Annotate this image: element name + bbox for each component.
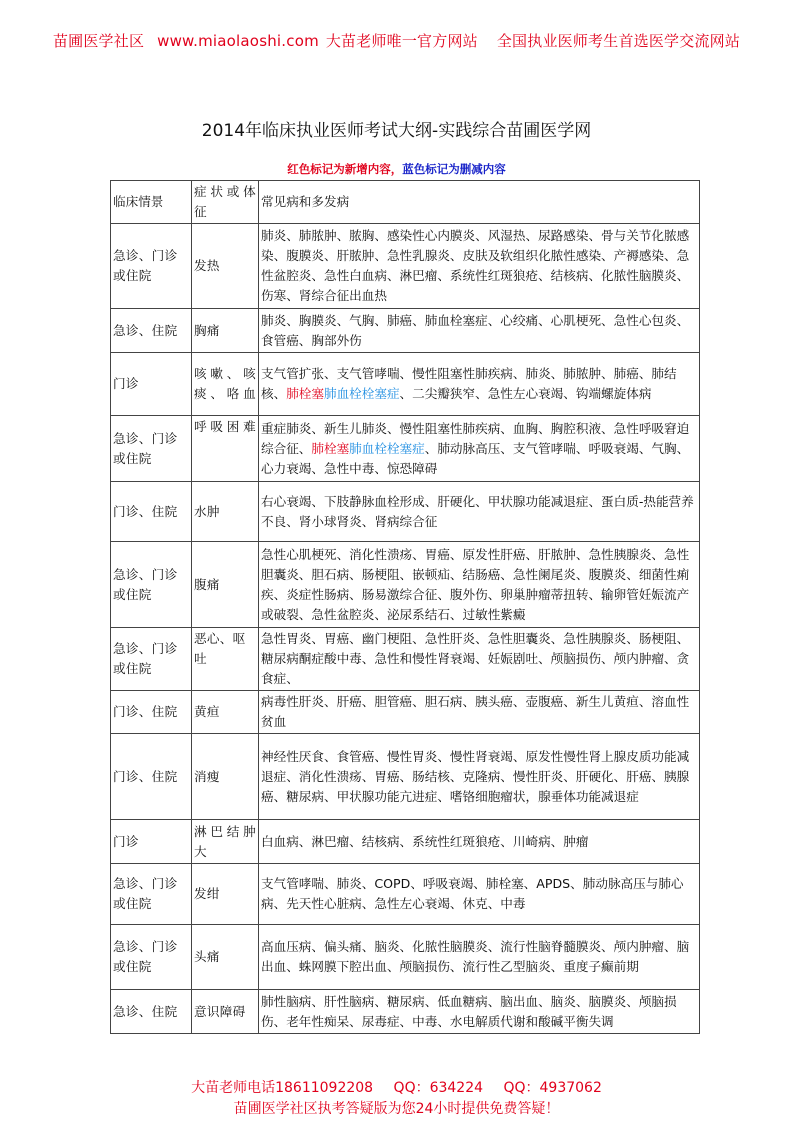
added-disease: 肺栓塞 xyxy=(286,386,324,401)
diseases-text: 支气管扩张、支气管哮喘、慢性阻塞性肺疾病、肺炎、肺脓肿、肺癌、肺结核、 xyxy=(261,366,677,401)
row-scene: 急诊、住院 xyxy=(111,990,192,1034)
banner-url-link[interactable]: www.miaolaoshi.com xyxy=(157,32,319,50)
row-diseases: 急性胃炎、胃癌、幽门梗阻、急性肝炎、急性胆囊炎、急性胰腺炎、肠梗阻、糖尿病酮症酸中毒、急性和慢性肾衰竭、妊娠剧吐、颅脑损伤、颅内肿瘤、贪食症、 xyxy=(259,628,700,691)
row-symptom: 恶心、呕吐 xyxy=(192,628,259,691)
diseases-text: 、二尖瓣狭窄、急性左心衰竭、钩端螺旋体病 xyxy=(399,386,652,401)
document-title: 2014年临床执业医师考试大纲-实践综合苗圃医学网 xyxy=(201,121,592,141)
header-scene: 临床情景 xyxy=(111,181,192,224)
footer-qq-2: QQ：4937062 xyxy=(503,1080,602,1096)
row-diseases: 肺炎、肺脓肿、脓胸、感染性心内膜炎、风湿热、尿路感染、骨与关节化脓感染、腹膜炎、肝脓肿、急性乳腺炎、皮肤及软组织化脓性感染、产褥感染、急性盆腔炎、急性白血病、淋巴瘤、系统性红斑狼疮、结核病、化脓性脑膜炎、伤寒、肾综合征出血热 xyxy=(259,224,700,309)
table-row xyxy=(111,542,700,628)
table-row xyxy=(111,224,700,309)
row-symptom: 头痛 xyxy=(192,925,259,990)
footer-contact xyxy=(0,1077,793,1097)
row-diseases: 肺炎、胸膜炎、气胸、肺癌、肺血栓塞症、心绞痛、心肌梗死、急性心包炎、食管癌、胸部外伤 xyxy=(259,309,700,353)
row-scene: 门诊、住院 xyxy=(111,691,192,734)
banner-site-name: 苗圃医学社区 xyxy=(52,32,145,50)
removed-disease: 肺血栓栓塞症 xyxy=(323,386,400,401)
footer-phone: 大苗老师电话18611092208 xyxy=(191,1080,374,1096)
row-diseases: 右心衰竭、下肢静脉血栓形成、肝硬化、甲状腺功能减退症、蛋白质-热能营养不良、肾小球肾炎、肾病综合征 xyxy=(259,482,700,542)
table-row xyxy=(111,309,700,353)
row-scene: 急诊、门诊或住院 xyxy=(111,224,192,309)
table-row xyxy=(111,416,700,482)
table-row xyxy=(111,864,700,925)
row-diseases: 神经性厌食、食管癌、慢性胃炎、慢性肾衰竭、原发性慢性肾上腺皮质功能减退症、消化性溃疡、胃癌、肠结核、克隆病、慢性肝炎、肝硬化、肝癌、胰腺癌、糖尿病、甲状腺功能亢进症、嗜铬细胞瘤状，腺垂体功能减退症 xyxy=(259,734,700,820)
banner-slogan: 全国执业医师考生首选医学交流网站 xyxy=(496,32,741,50)
row-scene: 急诊、住院 xyxy=(111,309,192,353)
legend-added-note: 红色标记为新增内容， xyxy=(287,162,403,176)
footer-service-note: 苗圃医学社区执考答疑版为您24小时提供免费答疑！ xyxy=(233,1101,560,1117)
row-diseases: 高血压病、偏头痛、脑炎、化脓性脑膜炎、流行性脑脊髓膜炎、颅内肿瘤、脑出血、蛛网膜下腔出血、颅脑损伤、流行性乙型脑炎、重度子癫前期 xyxy=(259,925,700,990)
row-scene: 门诊 xyxy=(111,353,192,416)
footer-qq-1: QQ：634224 xyxy=(393,1080,484,1096)
syllabus-table xyxy=(110,180,700,1034)
table-row xyxy=(111,820,700,864)
row-symptom: 咳嗽、咳痰、咯血 xyxy=(192,353,259,416)
row-scene: 门诊、住院 xyxy=(111,482,192,542)
table-row xyxy=(111,628,700,691)
row-diseases xyxy=(259,416,700,482)
banner-official-text: 大苗老师唯一官方网站 xyxy=(325,32,478,50)
header-diseases: 常见病和多发病 xyxy=(259,181,700,224)
removed-disease: 肺血栓栓塞症 xyxy=(349,440,425,456)
row-scene: 门诊 xyxy=(111,820,192,864)
row-symptom: 胸痛 xyxy=(192,309,259,353)
added-disease: 肺栓塞 xyxy=(311,440,350,456)
row-scene: 门诊、住院 xyxy=(111,734,192,820)
row-symptom: 发绀 xyxy=(192,864,259,925)
diseases-text: 重症肺炎、新生儿肺炎、慢性阻塞性肺疾病、血胸、胸腔积液、急性呼吸窘迫综合征、 xyxy=(261,420,690,456)
table-row xyxy=(111,691,700,734)
row-scene: 急诊、门诊或住院 xyxy=(111,542,192,628)
row-diseases: 肺性脑病、肝性脑病、糖尿病、低血糖病、脑出血、脑炎、脑膜炎、颅脑损伤、老年性痴呆、尿毒症、中毒、水电解质代谢和酸碱平衡失调 xyxy=(259,990,700,1034)
row-diseases: 支气管哮喘、肺炎、COPD、呼吸衰竭、肺栓塞、APDS、肺动脉高压与肺心病、先天性心脏病、急性左心衰竭、休克、中毒 xyxy=(259,864,700,925)
top-banner xyxy=(0,30,793,51)
table-row xyxy=(111,734,700,820)
row-symptom: 黄疸 xyxy=(192,691,259,734)
color-legend xyxy=(0,161,793,177)
table-row xyxy=(111,990,700,1034)
table-row xyxy=(111,482,700,542)
row-symptom: 淋巴结肿大 xyxy=(192,820,259,864)
row-diseases: 白血病、淋巴瘤、结核病、系统性红斑狼疮、川崎病、肿瘤 xyxy=(259,820,700,864)
row-symptom: 腹痛 xyxy=(192,542,259,628)
row-symptom: 呼吸困难 xyxy=(192,416,259,482)
row-symptom: 意识障碍 xyxy=(192,990,259,1034)
row-scene: 急诊、门诊或住院 xyxy=(111,628,192,691)
row-scene: 急诊、门诊或住院 xyxy=(111,416,192,482)
row-symptom: 水肿 xyxy=(192,482,259,542)
row-diseases: 急性心肌梗死、消化性溃疡、胃癌、原发性肝癌、肝脓肿、急性胰腺炎、急性胆囊炎、胆石病、肠梗阻、嵌顿疝、结肠癌、急性阑尾炎、腹膜炎、细菌性痢疾、炎症性肠病、肠易激综合征、腹外伤、卵巢肿瘤蒂扭转、输卵管妊娠流产或破裂、急性盆腔炎、泌尿系结石、过敏性紫癜 xyxy=(259,542,700,628)
row-symptom: 发热 xyxy=(192,224,259,309)
table-header-row xyxy=(111,181,700,224)
row-symptom: 消瘦 xyxy=(192,734,259,820)
legend-removed-note: 蓝色标记为删减内容 xyxy=(402,162,506,176)
header-symptom: 症状或体征 xyxy=(192,181,259,224)
row-diseases: 病毒性肝炎、肝癌、胆管癌、胆石病、胰头癌、壶腹癌、新生儿黄疸、溶血性贫血 xyxy=(259,691,700,734)
row-scene: 急诊、门诊或住院 xyxy=(111,864,192,925)
row-diseases xyxy=(259,353,700,416)
table-row xyxy=(111,925,700,990)
diseases-text: 、肺动脉高压、支气管哮喘、呼吸衰竭、气胸、心力衰竭、急性中毒、惊恐障碍 xyxy=(261,440,690,476)
table-row xyxy=(111,353,700,416)
row-scene: 急诊、门诊或住院 xyxy=(111,925,192,990)
